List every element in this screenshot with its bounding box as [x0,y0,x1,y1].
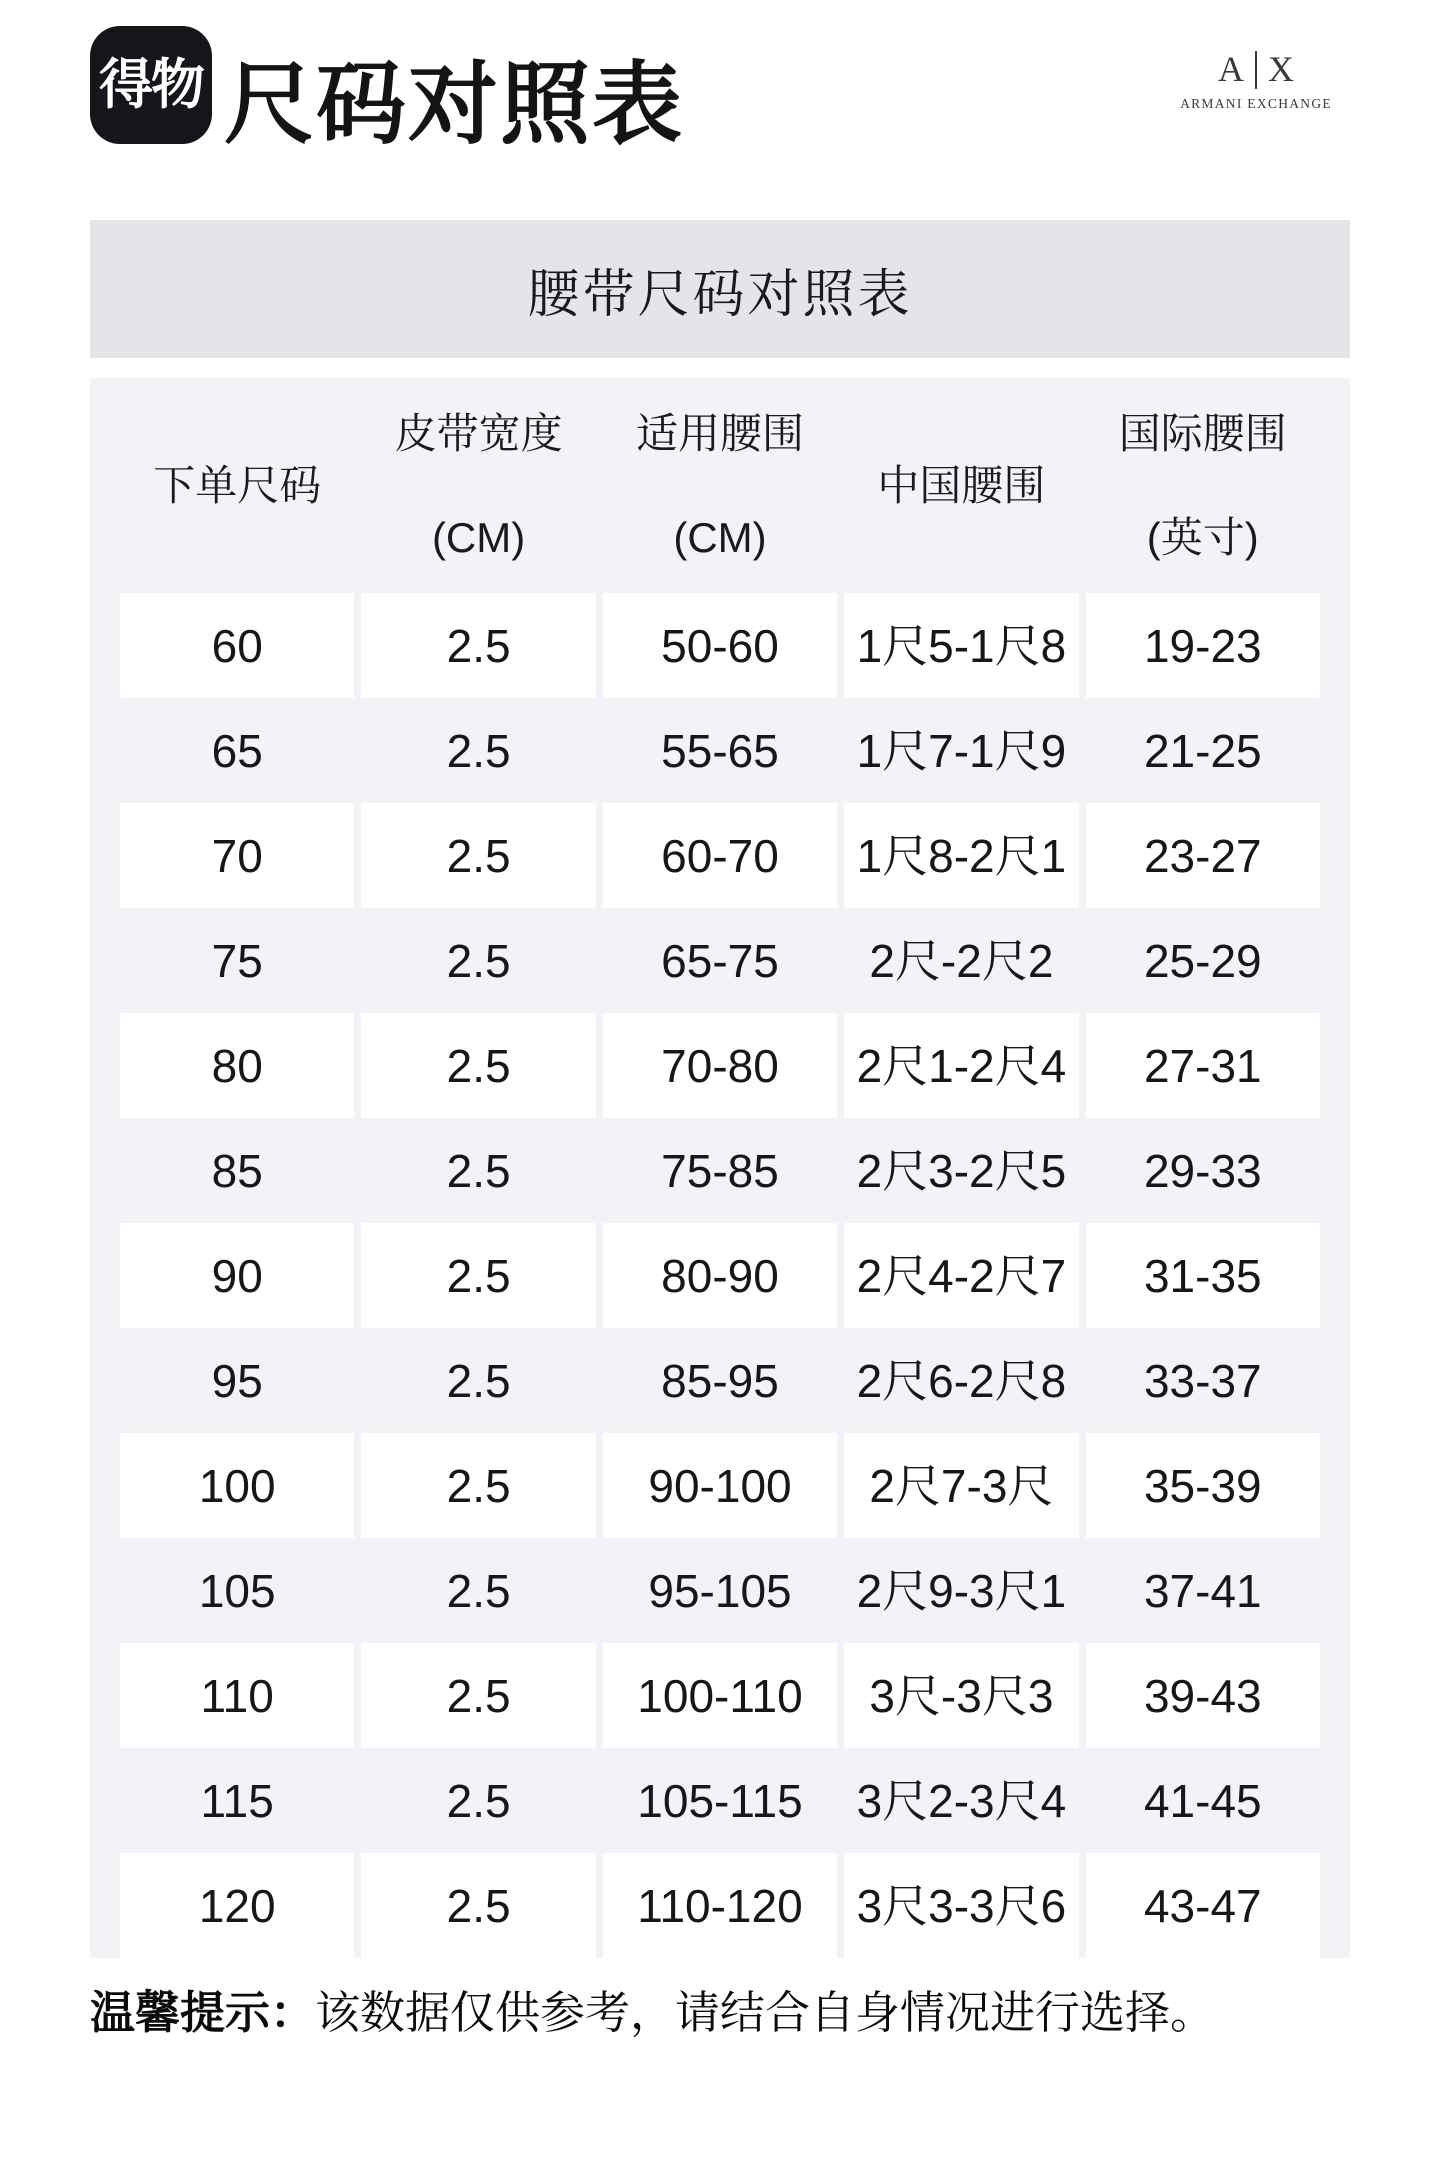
table-cell: 2.5 [446,1144,511,1197]
table-cell: 37-41 [1143,1564,1262,1617]
armani-exchange-logo [1168,50,1344,112]
header-line: (CM) [673,513,767,561]
table-cell: 2尺1-2尺4 [844,1013,1078,1118]
table-row [90,1643,1350,1748]
table-cell: 19-23 [1086,593,1320,698]
header-cell [1086,378,1320,593]
table-cell: 21-25 [1143,724,1262,777]
table-cell: 60-70 [603,803,837,908]
table-row [90,803,1350,908]
table-cell: 2.5 [446,1564,511,1617]
table-cell: 2.5 [361,1643,595,1748]
page-title: 尺码对照表 [224,55,684,155]
table-cell: 120 [120,1853,354,1958]
dewu-logo [90,26,212,144]
table-cell: 2.5 [361,1013,595,1118]
table-row [90,1538,1350,1643]
table-row [90,698,1350,803]
table-cell: 105 [198,1564,276,1617]
table-cell: 55-65 [661,724,779,777]
table-cell: 115 [200,1774,274,1827]
table-cell: 75-85 [661,1144,779,1197]
table-cell: 1尺5-1尺8 [844,593,1078,698]
table-cell: 23-27 [1086,803,1320,908]
table-cell: 2.5 [361,1223,595,1328]
table-row [90,1223,1350,1328]
table-cell: 2尺6-2尺8 [856,1354,1067,1407]
header-line: 适用腰围 [635,409,804,457]
table-cell: 110-120 [603,1853,837,1958]
header-line: (CM) [431,513,526,561]
table-cell: 80-90 [603,1223,837,1328]
table-cell: 105-115 [637,1774,803,1827]
table-cell: 2尺3-2尺5 [856,1144,1067,1197]
table-row [90,1748,1350,1853]
table-banner-title: 腰带尺码对照表 [527,265,913,324]
table-cell: 2.5 [446,724,511,777]
table-cell: 65-75 [661,934,779,987]
table-cell: 35-39 [1086,1433,1320,1538]
table-row [90,593,1350,698]
table-cell: 90-100 [603,1433,837,1538]
footer-note [90,1983,1360,2044]
table-cell: 2尺4-2尺7 [844,1223,1078,1328]
header-line: (英寸) [1146,513,1259,561]
table-cell: 39-43 [1086,1643,1320,1748]
table-cell: 2.5 [361,593,595,698]
table-cell: 85 [211,1144,263,1197]
table-cell: 31-35 [1086,1223,1320,1328]
table-cell: 43-47 [1086,1853,1320,1958]
table-cell: 25-29 [1143,934,1262,987]
table-cell: 33-37 [1143,1354,1262,1407]
table-cell: 3尺3-3尺6 [844,1853,1078,1958]
table-cell: 100 [120,1433,354,1538]
header-cell [603,378,837,593]
table-cell: 3尺2-3尺4 [856,1774,1067,1827]
table-row [90,908,1350,1013]
table-cell: 3尺-3尺3 [844,1643,1078,1748]
table-cell: 110 [120,1643,354,1748]
header-line: 下单尺码 [153,461,322,509]
table-row [90,1853,1350,1958]
table-cell: 65 [211,724,263,777]
table-cell: 50-60 [603,593,837,698]
table-cell: 2尺-2尺2 [869,934,1054,987]
table-cell: 2.5 [446,1774,511,1827]
table-cell: 2.5 [361,803,595,908]
ax-wordmark: ARMANI EXCHANGE [1180,95,1332,111]
header-line: 国际腰围 [1118,409,1287,457]
table-cell: 80 [120,1013,354,1118]
table-cell: 85-95 [661,1354,779,1407]
table-row [90,1118,1350,1223]
table-cell: 2尺7-3尺 [844,1433,1078,1538]
table-header-row [90,378,1350,593]
table-row [90,1013,1350,1118]
footer-note-label: 温馨提示： [90,1987,316,2038]
size-table [90,378,1350,1958]
header-cell [361,378,595,593]
table-row [90,1433,1350,1538]
table-cell: 29-33 [1143,1144,1262,1197]
header-cell [120,378,354,593]
table-cell: 2.5 [446,1354,511,1407]
ax-monogram [1218,50,1294,90]
dewu-logo-text: 得物 [99,55,203,115]
table-cell: 2.5 [361,1433,595,1538]
table-cell: 100-110 [603,1643,837,1748]
header-cell [844,378,1078,593]
table-banner [90,220,1350,358]
table-cell: 90 [120,1223,354,1328]
table-cell: 41-45 [1143,1774,1262,1827]
header-line: 中国腰围 [877,461,1046,509]
table-cell: 1尺8-2尺1 [844,803,1078,908]
ax-divider-bar [1255,51,1257,89]
header-line: 皮带宽度 [394,409,563,457]
table-cell: 2.5 [446,934,511,987]
table-cell: 2.5 [361,1853,595,1958]
table-cell: 60 [120,593,354,698]
footer-note-text: 该数据仅供参考，请结合自身情况进行选择。 [315,1987,1216,2038]
table-cell: 27-31 [1086,1013,1320,1118]
table-cell: 70 [120,803,354,908]
table-row [90,1328,1350,1433]
table-cell: 2尺9-3尺1 [856,1564,1067,1617]
ax-letter-x: X [1268,49,1294,89]
table-cell: 70-80 [603,1013,837,1118]
table-cell: 75 [211,934,263,987]
table-cell: 95-105 [648,1564,792,1617]
table-cell: 95 [211,1354,263,1407]
table-cell: 1尺7-1尺9 [856,724,1067,777]
ax-letter-a: A [1218,49,1244,89]
